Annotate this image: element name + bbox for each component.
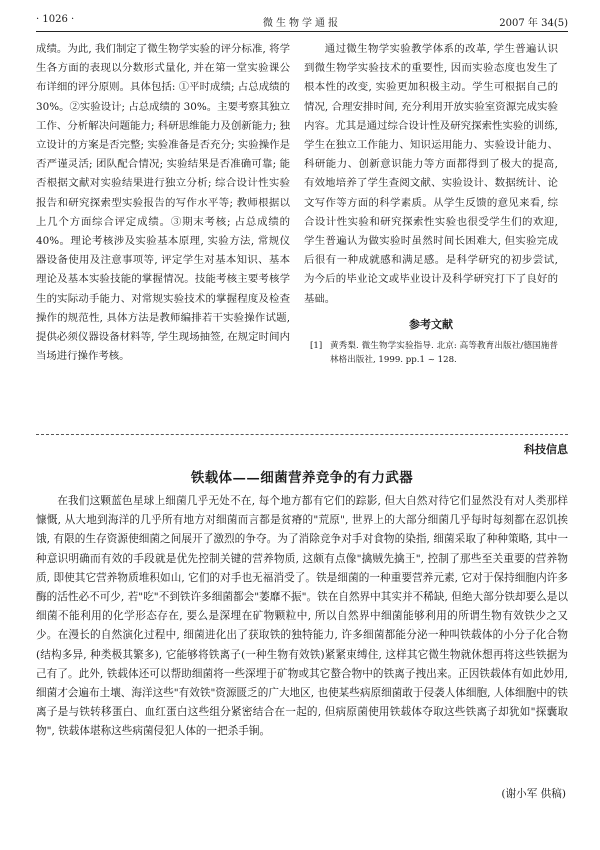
references-heading: 参考文献 bbox=[409, 317, 453, 331]
journal-title: 微生物学通报 bbox=[263, 18, 341, 29]
right-paragraph: 通过微生物学实验教学体系的改革, 学生普遍认识到微生物学实验技术的重要性, 因而实验态度也发生了根本性的改变, 实验更加积极主动。学生可根据自己的情况, 合理安排时间, 充分利用开放实验室资源完成实验内容。尤其是通过综合设计性及研究探索性实验的训练, 学生在独立工作能力、知识运用能力、实验设计能力、科研能力、创新意识能力等方面都得到了极大的提高, 有效地培养了学生查阅文献、实验设计、数据统计、论文写作等方面的科学素质。从学生反馈的意见来看, 综合设计性实验和研究探索性实验也很受学生们的欢迎, 学生普遍认为做实验时虽然时间长困难大, 但实验完成后很有一种成就感和满足感。是科学研究的初步尝试, 为今后的毕业论文或毕业设计及科学研究打下了良好的基础。 bbox=[304, 43, 558, 305]
section-label: 科技信息 bbox=[524, 443, 568, 456]
section-divider bbox=[36, 434, 568, 435]
left-column bbox=[36, 40, 290, 366]
header-rule bbox=[36, 31, 568, 32]
reference-text: 黄秀梨. 微生物学实验指导. 北京: 高等教育出版社/德国施普林格出版社, 1999. pp.1 ~ 128. bbox=[330, 340, 558, 365]
news-paragraph: 在我们这颗蓝色星球上细菌几乎无处不在, 每个地方都有它们的踪影, 但大自然对待它们显然没有对人类那样慷慨, 从大地到海洋的几乎所有地方对细菌而言都是贫瘠的"荒原", 世界上的大部分细菌几乎每时每刻都在忍饥挨饿, 有限的生存资源使细菌之间展开了激烈的争夺。为了消除竞争对手对食物的染指, 细菌采取了种种策略, 其中一种意识明确而有效的手段就是优先控制关键的营养物质, 这颇有点像"擒贼先擒王", 控制了那些至关重要的营养物质, 即使其它营养物质堆积如山, 它们的对手也无福消受了。铁是细菌的一种重要营养元素, 它对于保持细胞内许多酶的活性必不可少, 若"吃"不到铁许多细菌都会"萎靡不振"。铁在自然界中其实并不稀缺, 但绝大部分铁却要么是以细菌不能利用的化学形态存在, 要么是深埋在矿物颗粒中, 所以自然界中细菌能够利用的所谓生物有效铁少之又少。在漫长的自然演化过程中, 细菌进化出了获取铁的独特能力, 许多细菌都能分泌一种叫铁载体的小分子化合物(结构多异, 种类极其繁多), 它能够将铁离子(一种生物有效铁)紧紧束缚住, 这样其它微生物就休想再将这些铁据为己有了。此外, 铁载体还可以帮助细菌将一些深埋于矿物或其它螯合物中的铁离子拽出来。正因铁载体有如此妙用, 细菌才会遍布土壤、海洋这些"有效铁"资源匮乏的广大地区, 也使某些病原细菌敢于侵袭人体细胞, 人体细胞中的铁离子是与铁转移蛋白、血红蛋白这些组分紧密结合在一起的, 但病原菌使用铁载体夺取这些铁离子却犹如"探囊取物", 铁载体堪称这些病菌侵犯人体的一把杀手锏。 bbox=[36, 495, 568, 738]
news-body bbox=[36, 492, 568, 742]
issue-info: 2007 年 34(5) bbox=[499, 18, 568, 29]
page-number: · 1026 · bbox=[36, 14, 75, 25]
left-paragraph: 成绩。为此, 我们制定了微生物学实验的评分标准, 将学生各方面的表现以分数形式量化, 并在第一堂实验课公布详细的评分原则。具体包括: ①平时成绩; 占总成绩的 30%。②实验设计; 占总成绩的 30%。主要考察其独立工作、分析解决问题能力; 科研思维能力及创新能力; 独立设计的方案是否完整; 实验准备是否充分; 实验操作是否严谨灵活; 团队配合情况; 实验结果是否准确可靠; 能否根据文献对实验结果进行独立分析; 综合设计性实验报告和研究探索型实验报告的写作水平等; 教师根据以上几个方面综合评定成绩。③期末考核; 占总成绩的 40%。理论考核涉及实验基本原理, 实验方法, 常规仪器设备使用及注意事项等, 评定学生对基本知识、基本理论及基本实验技能的掌握情况。技能考核主要考核学生的实际动手能力、对常规实验技术的掌握程度及检查操作的规范性, 具体方法是教师编排若干实验操作试题, 提供必须仪器设备材料等, 学生现场抽签, 在规定时间内当场进行操作考核。 bbox=[36, 43, 290, 363]
right-column bbox=[304, 40, 558, 367]
news-title: 铁载体——细菌营养竞争的有力武器 bbox=[190, 470, 414, 486]
reference-item bbox=[304, 339, 558, 367]
page-header bbox=[36, 14, 568, 30]
reference-number: [1] bbox=[310, 340, 323, 351]
news-author: (谢小军 供稿) bbox=[501, 788, 566, 800]
